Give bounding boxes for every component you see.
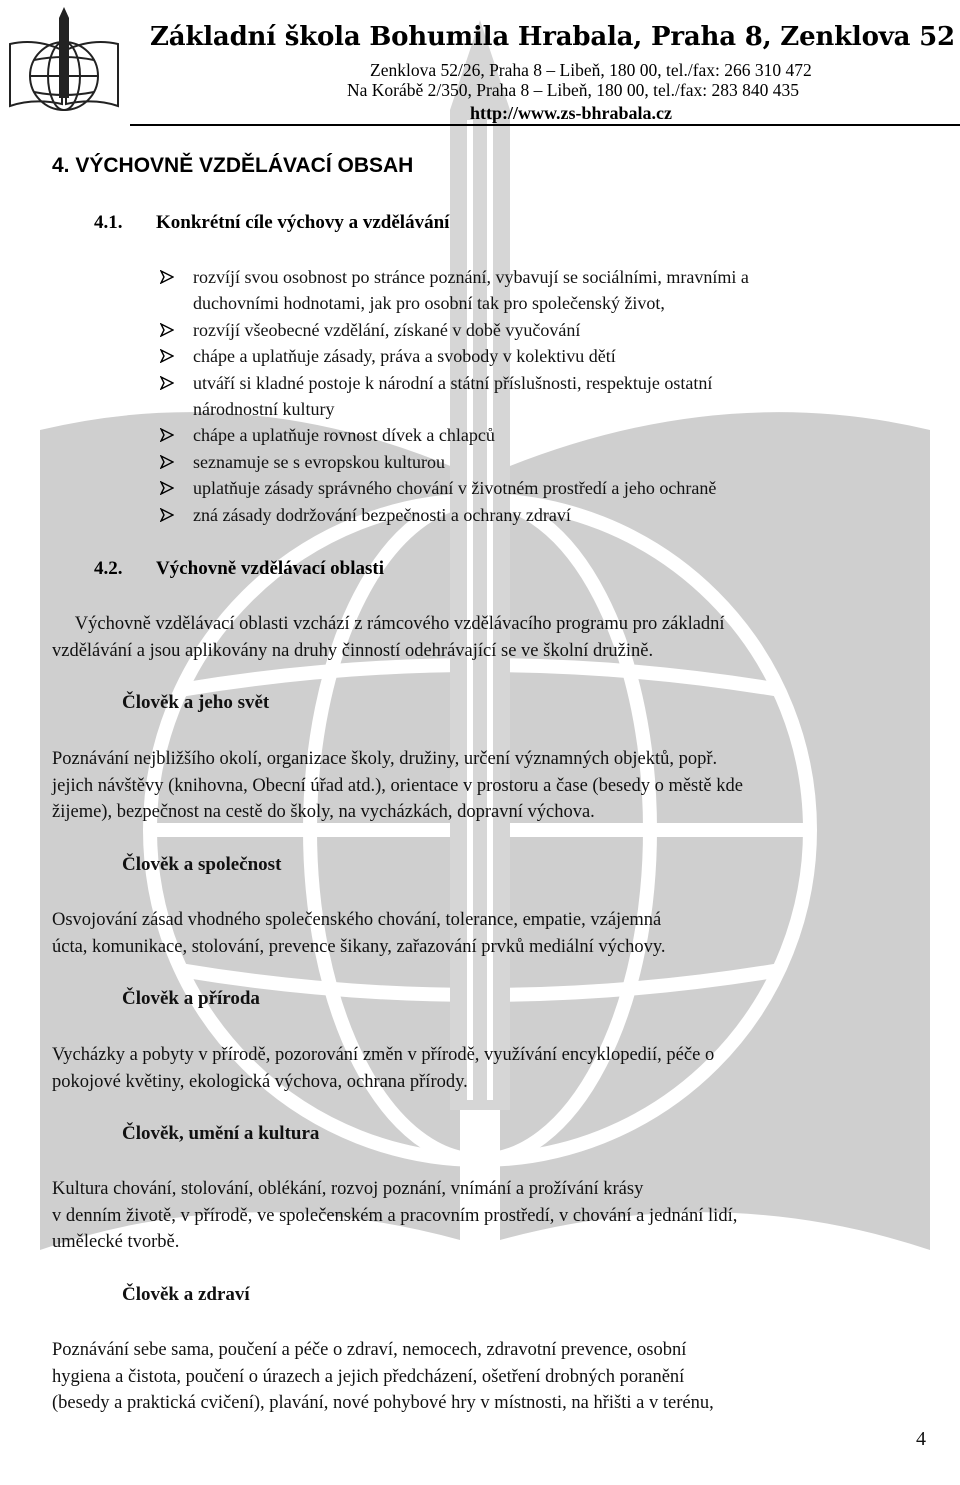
paragraph-line: hygiena a čistota, poučení o úrazech a jejich předcházení, ošetření drobných poranění [52, 1366, 685, 1387]
area-title: Člověk a společnost [122, 854, 282, 875]
arrowhead-bullet-icon [160, 508, 174, 522]
address-line-1: Zenklova 52/26, Praha 8 – Libeň, 180 00, tel./fax: 266 310 472 [370, 60, 812, 80]
school-website: http://www.zs-bhrabala.cz [470, 103, 672, 123]
list-item-line: rozvíjí svou osobnost po stránce poznání, vybavují se sociálními, mravními a [193, 267, 749, 287]
area-paragraph [52, 1337, 932, 1417]
paragraph-line: umělecké tvorbě. [52, 1232, 180, 1252]
arrowhead-bullet-icon [160, 270, 174, 284]
list-item-line: seznamuje se s evropskou kulturou [193, 451, 445, 472]
list-item-line: zná zásady dodržování bezpečnosti a ochrany zdraví [193, 504, 571, 525]
list-item [160, 343, 940, 369]
area-paragraph [52, 1042, 932, 1095]
list-item [160, 475, 940, 501]
list-item [160, 370, 940, 423]
area-title: Člověk a zdraví [122, 1284, 250, 1305]
list-item-line: rozvíjí všeobecné vzdělání, získané v době vyučování [193, 319, 581, 340]
subsection-4-2-heading [94, 558, 384, 580]
area-title: Člověk a příroda [122, 988, 260, 1009]
area-paragraph [52, 907, 932, 960]
list-item-line: chápe a uplatňuje rovnost dívek a chlapců [193, 425, 495, 446]
list-item [160, 264, 940, 317]
paragraph-line: Výchovně vzdělávací oblasti vzchází z rámcového vzdělávacího programu pro základní [52, 614, 725, 634]
subsection-number: 4.1. [94, 212, 123, 233]
paragraph-line: úcta, komunikace, stolování, prevence šikany, zařazování prvků mediální výchovy. [52, 936, 666, 957]
area-paragraph [52, 1176, 932, 1256]
paragraph-line: v denním životě, v přírodě, ve společenském a pracovním prostředí, v chování a jednání lidí, [52, 1205, 738, 1226]
list-item-line: národnostní kultury [193, 399, 335, 420]
area-title: Člověk, umění a kultura [122, 1123, 320, 1144]
school-logo [4, 4, 124, 122]
school-name: Základní škola Bohumila Hrabala, Praha 8, Zenklova 52 [150, 22, 955, 52]
paragraph-line: pokojové květiny, ekologická výchova, ochrana přírody. [52, 1071, 468, 1092]
goals-list [160, 264, 940, 528]
section-title: 4. VÝCHOVNĚ VZDĚLÁVACÍ OBSAH [52, 154, 414, 177]
paragraph-line: Poznávání sebe sama, poučení a péče o zdraví, nemocech, zdravotní prevence, osobní [52, 1340, 687, 1360]
subsection-number: 4.2. [94, 558, 123, 579]
paragraph-line: žijeme), bezpečnost na cestě do školy, na vycházkách, dopravní výchova. [52, 802, 595, 822]
intro-paragraph [52, 611, 932, 664]
arrowhead-bullet-icon [160, 376, 174, 390]
address-line-2: Na Korábě 2/350, Praha 8 – Libeň, 180 00, tel./fax: 283 840 435 [347, 80, 799, 100]
arrowhead-bullet-icon [160, 349, 174, 363]
paragraph-line: Osvojování zásad vhodného společenského chování, tolerance, empatie, vzájemná [52, 910, 662, 930]
arrowhead-bullet-icon [160, 455, 174, 469]
subsection-title: Konkrétní cíle výchovy a vzdělávání [156, 212, 450, 233]
list-item-line: utváří si kladné postoje k národní a státní příslušnosti, respektuje ostatní [193, 372, 713, 393]
list-item [160, 449, 940, 475]
list-item [160, 422, 940, 448]
paragraph-line: vzdělávání a jsou aplikovány na druhy činností odehrávající se ve školní družině. [52, 640, 654, 661]
arrowhead-bullet-icon [160, 428, 174, 442]
page-number: 4 [916, 1428, 926, 1450]
list-item [160, 317, 940, 343]
subsection-title: Výchovně vzdělávací oblasti [156, 558, 384, 579]
header-divider [130, 124, 960, 126]
paragraph-line: Poznávání nejbližšího okolí, organizace školy, družiny, určení významných objektů, popř. [52, 749, 718, 769]
area-title: Člověk a jeho svět [122, 692, 270, 713]
arrowhead-bullet-icon [160, 323, 174, 337]
area-paragraph [52, 746, 932, 826]
list-item-line: chápe a uplatňuje zásady, práva a svobody v kolektivu dětí [193, 346, 616, 367]
arrowhead-bullet-icon [160, 481, 174, 495]
list-item-line: uplatňuje zásady správného chování v životném prostředí a jeho ochraně [193, 478, 717, 499]
paragraph-line: jejich návštěvy (knihovna, Obecní úřad atd.), orientace v prostoru a čase (besedy o městě kde [52, 775, 743, 796]
paragraph-line: (besedy a praktická cvičení), plavání, nové pohybové hry v místnosti, na hřišti a v terénu, [52, 1393, 714, 1413]
paragraph-line: Kultura chování, stolování, oblékání, rozvoj poznání, vnímání a prožívání krásy [52, 1179, 644, 1199]
list-item-line: duchovními hodnotami, jak pro osobní tak pro společenský život, [193, 293, 665, 314]
subsection-4-1-heading [94, 212, 449, 234]
list-item [160, 502, 940, 528]
paragraph-line: Vycházky a pobyty v přírodě, pozorování změn v přírodě, využívání encyklopedií, péče o [52, 1045, 715, 1065]
